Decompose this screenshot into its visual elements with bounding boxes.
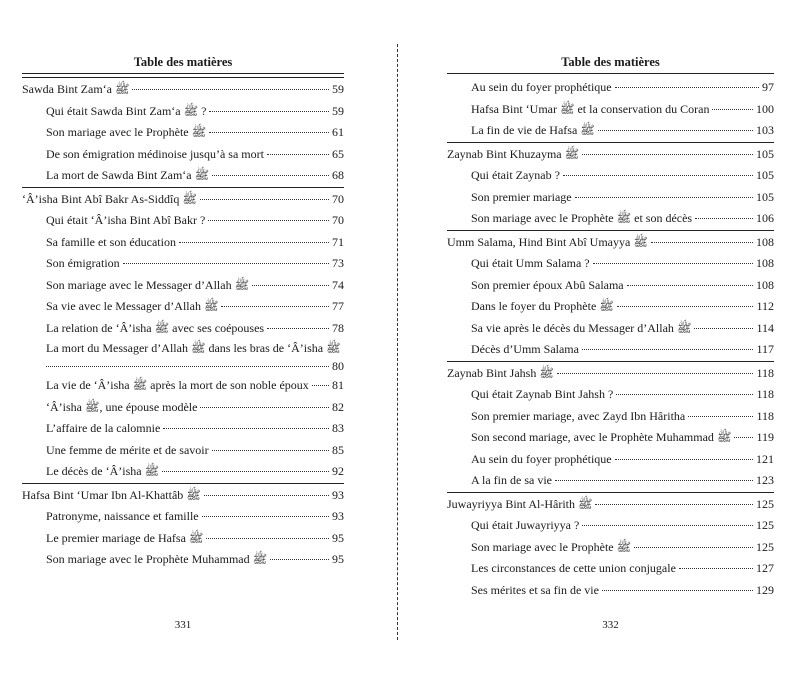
toc-entry[interactable] [46,296,344,318]
toc-entry-page: 125 [756,539,774,554]
toc-entry-title: ‘Â’isha ﷺ, une épouse modèle [46,399,198,414]
toc-entry[interactable] [471,253,774,275]
dot-leader [695,218,753,219]
toc-entry-title: Umm Salama, Hind Bint Abî Umayya ﷺ [447,234,648,249]
toc-chapter[interactable] [22,485,344,507]
toc-chapter[interactable] [447,232,774,254]
toc-entry-title: Une femme de mérite et de savoir [46,442,209,457]
toc-entry-page: 70 [332,213,344,227]
toc-entry-title: Qui était Umm Salama ? [471,256,590,270]
toc-entry-title: Son premier mariage, avec Zayd Ibn Hâritha [471,408,686,423]
title-rule [447,73,774,74]
toc-entry-page: 100 [756,101,774,116]
toc-entry-page: 118 [756,387,774,401]
toc-entry-title: La relation de ‘Â’isha ﷺ avec ses coépouses [46,320,265,335]
toc-entry[interactable] [46,461,344,483]
toc-entry[interactable] [46,253,344,275]
dot-leader [46,366,329,367]
toc-entry-title: Zaynab Bint Khuzayma ﷺ [447,146,580,161]
dot-leader [200,199,329,200]
toc-entry-page: 82 [332,399,344,414]
toc-entry-title: La fin de vie de Hafsa ﷺ [471,123,595,137]
dot-leader [312,385,329,386]
page-title: Table des matières [561,55,660,69]
toc-entry-title: La vie de ‘Â’isha ﷺ après la mort de son noble époux [46,378,309,392]
dot-leader [202,516,329,517]
toc-entry-page: 68 [332,168,344,182]
toc-entry[interactable] [471,208,774,230]
toc-entry[interactable] [46,165,344,187]
toc-entry-title: Qui était Zaynab Bint Jahsh ? [471,387,614,401]
toc-entry-title: Son second mariage, avec le Prophète Muhammad ﷺ [471,430,732,444]
dot-leader [200,407,329,408]
toc-entry-page: 117 [756,342,774,356]
toc-entry-page: 125 [756,496,774,511]
toc-entry-page: 108 [756,256,774,270]
toc-entry-page: 112 [756,299,774,313]
toc-entry-title: Le premier mariage de Hafsa ﷺ [46,530,204,545]
toc-entry[interactable] [46,528,344,550]
dot-leader [615,459,753,460]
toc-entry-title: ‘Â’isha Bint Abî Bakr As-Siddîq ﷺ [22,191,197,206]
toc-entry[interactable] [46,101,344,123]
toc-entry[interactable] [46,122,344,144]
dot-leader [267,328,329,329]
toc-entry[interactable] [471,580,774,602]
toc-entry-title: Son mariage avec le Messager d’Allah ﷺ [46,277,250,292]
toc-chapter[interactable] [447,363,774,385]
toc-entry-page: 93 [332,509,344,523]
dot-leader [634,547,753,548]
toc-entry[interactable] [471,275,774,297]
toc-entry[interactable] [471,318,774,340]
toc-entry-page: 74 [332,277,344,292]
toc-entry[interactable] [471,427,774,449]
toc-entry-page: 61 [332,125,344,139]
toc-entry-title: Sawda Bint Zam‘a ﷺ [22,82,130,96]
toc-entry-title: Hafsa Bint ‘Umar ﷺ et la conservation du Coran [471,101,710,116]
dot-leader [123,263,329,264]
table-of-contents [447,77,774,601]
toc-chapter[interactable] [22,189,344,211]
section-separator [22,483,344,484]
dot-leader [204,495,329,496]
dot-leader [212,450,329,451]
toc-entry-page: 93 [332,487,344,502]
toc-entry-page: 65 [332,146,344,161]
dot-leader [595,504,753,505]
toc-entry[interactable] [471,537,774,559]
toc-entry-title: Son mariage avec le Prophète ﷺ [471,539,632,554]
toc-entry-title: Au sein du foyer prophétique [471,80,612,94]
dot-leader [209,132,329,133]
dot-leader [615,87,759,88]
toc-entry-title: Sa famille et son éducation [46,234,176,249]
dot-leader [582,349,753,350]
dot-leader [575,197,753,198]
toc-entry-title: La mort du Messager d’Allah ﷺ dans les bras de ‘Â’isha ﷺ [46,341,341,355]
dot-leader [563,175,753,176]
dot-leader [694,328,753,329]
toc-entry[interactable] [471,165,774,187]
dot-leader [555,480,753,481]
dot-leader [616,394,753,395]
toc-entry-title: Son premier époux Abû Salama [471,277,624,292]
toc-entry[interactable] [471,449,774,471]
toc-entry-page: 59 [332,82,344,96]
dot-leader [688,416,753,417]
toc-entry-title: Le décès de ‘Â’isha ﷺ [46,464,160,478]
toc-entry[interactable] [46,506,344,528]
toc-entry-title: Son mariage avec le Prophète ﷺ et son décès [471,211,693,225]
section-separator [22,187,344,188]
toc-entry-title: Qui était ‘Â’isha Bint Abî Bakr ? [46,213,206,227]
dot-leader [627,285,753,286]
toc-entry-page: 121 [756,451,774,466]
toc-entry-title: Sa vie avec le Messager d’Allah ﷺ [46,299,219,313]
toc-entry[interactable] [471,120,774,142]
toc-entry-title: Son mariage avec le Prophète Muhammad ﷺ [46,552,268,566]
toc-entry-title: Qui était Sawda Bint Zam‘a ﷺ ? [46,103,207,118]
toc-entry-page: 127 [756,561,774,575]
dot-leader [212,175,329,176]
toc-entry-page: 103 [756,123,774,137]
toc-entry[interactable] [471,339,774,361]
toc-entry-title: Sa vie après le décès du Messager d’Allah ﷺ [471,320,692,335]
toc-entry-page: 85 [332,442,344,457]
dot-leader [270,559,329,560]
toc-entry-page: 108 [756,277,774,292]
toc-entry-page: 77 [332,299,344,313]
toc-entry-page: 105 [756,168,774,182]
dot-leader [557,373,754,374]
section-separator [447,361,774,362]
dot-leader [206,538,329,539]
dot-leader [734,437,753,438]
toc-entry[interactable] [46,232,344,254]
dot-leader [598,130,753,131]
toc-entry-page: 83 [332,421,344,435]
toc-entry-title: L’affaire de la calomnie [46,421,161,435]
dot-leader [208,220,329,221]
toc-entry-title: Dans le foyer du Prophète ﷺ [471,299,614,313]
toc-entry[interactable] [46,318,344,340]
toc-entry-page: 118 [756,408,774,423]
dot-leader [651,242,753,243]
toc-entry-page: 105 [756,189,774,204]
toc-entry-title: Zaynab Bint Jahsh ﷺ [447,365,554,380]
toc-entry-page: 106 [756,211,774,225]
toc-entry[interactable] [46,375,344,397]
toc-entry-page: 97 [762,80,774,94]
dot-leader [582,154,753,155]
toc-entry[interactable] [46,210,344,232]
toc-entry-title: Qui était Juwayriyya ? [471,518,580,532]
toc-entry-title: Son émigration [46,256,120,270]
toc-entry[interactable] [471,187,774,209]
toc-entry[interactable] [46,339,344,375]
dot-leader [162,471,329,472]
toc-entry[interactable] [46,440,344,462]
toc-entry-title: Juwayriyya Bint Al-Hârith ﷺ [447,496,593,511]
toc-entry-page: 80 [332,359,344,373]
dot-leader [163,428,329,429]
toc-entry-page: 81 [332,378,344,392]
toc-entry-title: Patronyme, naissance et famille [46,509,199,523]
dot-leader [179,242,329,243]
toc-entry-page: 59 [332,103,344,118]
table-of-contents [22,77,344,571]
toc-entry-page: 125 [756,518,774,532]
toc-entry-title: De son émigration médinoise jusqu’à sa mort [46,146,264,161]
toc-entry[interactable] [46,144,344,166]
page-number: 332 [602,619,619,631]
toc-entry[interactable] [46,549,344,571]
toc-entry[interactable] [46,275,344,297]
toc-chapter[interactable] [447,144,774,166]
dot-leader [712,109,753,110]
toc-entry-page: 92 [332,464,344,478]
toc-entry-page: 114 [756,320,774,335]
toc-entry-title: Son premier mariage [471,189,572,204]
toc-entry-page: 95 [332,552,344,566]
dot-leader [602,590,753,591]
dot-leader [679,568,753,569]
toc-entry-page: 129 [756,582,774,597]
dot-leader [221,306,329,307]
page-divider [397,44,398,640]
dot-leader [252,285,329,286]
section-separator [447,492,774,493]
toc-entry[interactable] [471,77,774,99]
toc-chapter[interactable] [22,79,344,101]
toc-entry-title: A la fin de sa vie [471,473,552,487]
dot-leader [617,306,754,307]
toc-entry[interactable] [471,558,774,580]
toc-entry-page: 71 [332,234,344,249]
toc-entry[interactable] [471,296,774,318]
section-separator [447,230,774,231]
toc-entry-page: 73 [332,256,344,270]
section-separator [22,77,344,78]
section-separator [447,142,774,143]
toc-entry-title: Hafsa Bint ‘Umar Ibn Al-Khattâb ﷺ [22,487,201,502]
toc-chapter[interactable] [447,494,774,516]
toc-entry[interactable] [471,99,774,121]
toc-entry-page: 118 [756,365,774,380]
toc-entry-page: 108 [756,234,774,249]
toc-entry-page: 123 [756,473,774,487]
toc-entry-title: Décès d’Umm Salama [471,342,579,356]
toc-entry[interactable] [471,384,774,406]
toc-entry-title: Ses mérites et sa fin de vie [471,582,599,597]
toc-entry[interactable] [471,470,774,492]
dot-leader [267,154,329,155]
toc-entry-title: Les circonstances de cette union conjugale [471,561,676,575]
page-title: Table des matières [133,55,233,69]
toc-entry[interactable] [471,515,774,537]
toc-entry[interactable] [46,397,344,419]
toc-entry-page: 119 [756,430,774,444]
toc-entry-page: 105 [756,146,774,161]
page-number: 331 [174,619,192,631]
title-rule [22,73,344,74]
toc-entry-page: 78 [332,320,344,335]
dot-leader [132,89,329,90]
toc-entry-title: Son mariage avec le Prophète ﷺ [46,125,207,139]
toc-entry[interactable] [471,406,774,428]
toc-entry-page: 70 [332,191,344,206]
dot-leader [582,525,753,526]
toc-entry[interactable] [46,418,344,440]
dot-leader [209,111,329,112]
toc-entry-title: Au sein du foyer prophétique [471,451,612,466]
dot-leader [593,263,753,264]
toc-entry-title: La mort de Sawda Bint Zam‘a ﷺ [46,168,210,182]
toc-entry-page: 95 [332,530,344,545]
toc-entry-title: Qui était Zaynab ? [471,168,560,182]
